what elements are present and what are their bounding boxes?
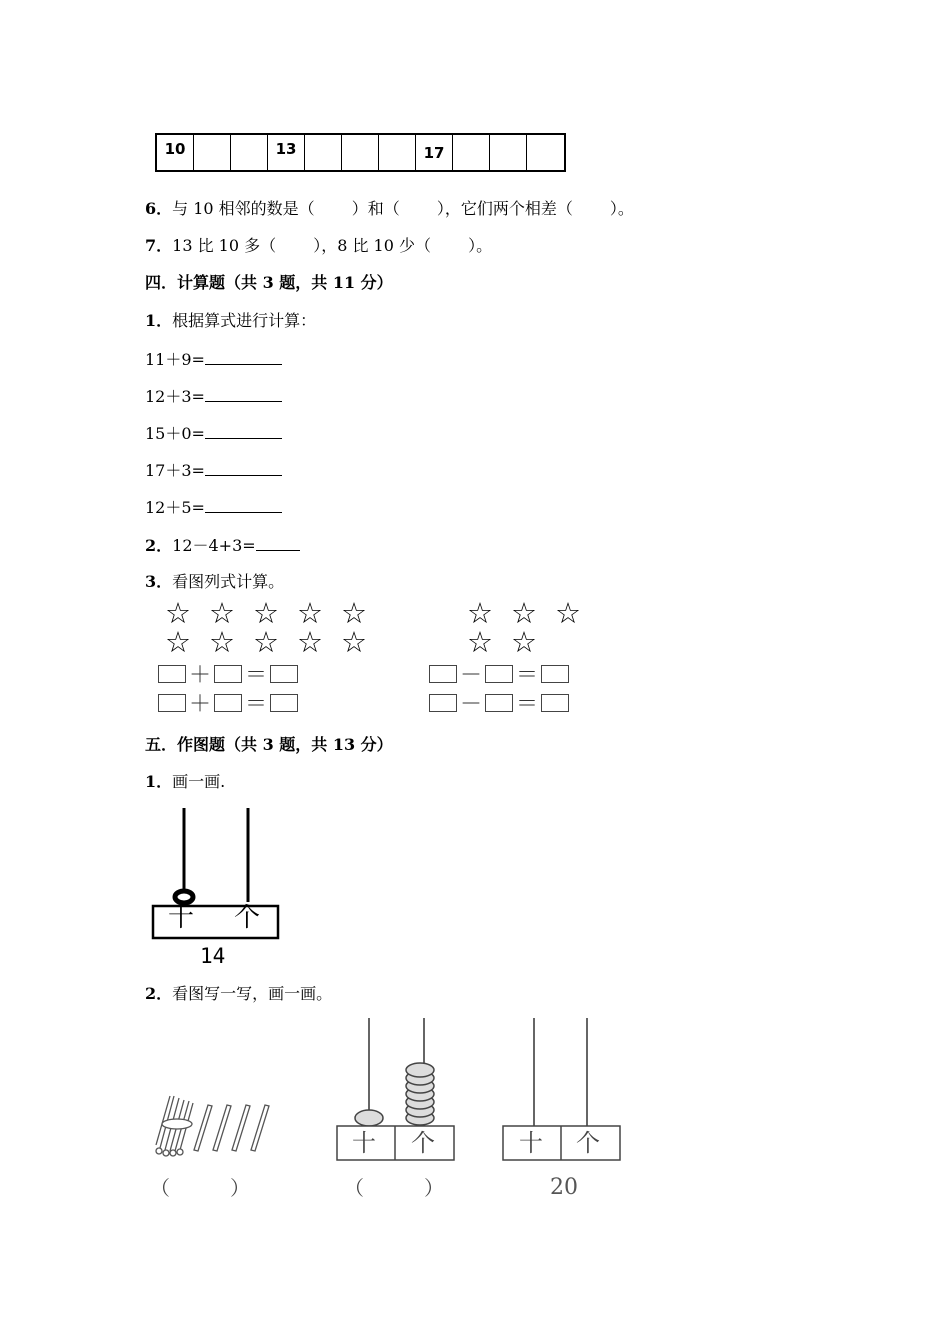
question-text: 看图写一写，画一画。 bbox=[172, 984, 333, 1003]
strip-cell bbox=[231, 135, 268, 170]
answer-box[interactable] bbox=[158, 665, 186, 683]
question-number: 7． bbox=[145, 236, 173, 255]
strip-cell: 17 bbox=[416, 135, 453, 170]
question-7 bbox=[145, 236, 492, 256]
question-number: 2． bbox=[145, 984, 173, 1003]
number-strip bbox=[155, 133, 566, 172]
tens-label: 十 bbox=[352, 1129, 376, 1157]
star-row: ☆☆☆☆☆ bbox=[165, 625, 385, 659]
star-row: ☆☆☆ bbox=[467, 596, 599, 630]
answer-box[interactable] bbox=[429, 694, 457, 712]
answer-box[interactable] bbox=[541, 665, 569, 683]
strip-cell bbox=[194, 135, 231, 170]
s4-question-1 bbox=[145, 311, 316, 331]
strip-cell bbox=[527, 135, 564, 170]
question-number: 6． bbox=[145, 199, 173, 218]
answer-blank[interactable] bbox=[205, 423, 282, 439]
answer-blank[interactable] bbox=[205, 386, 282, 402]
answer-blank[interactable] bbox=[205, 349, 282, 365]
s4-question-3 bbox=[145, 572, 284, 592]
question-text: 根据算式进行计算： bbox=[172, 311, 317, 330]
section-4-title: 四．计算题（共 3 题，共 11 分） bbox=[145, 273, 393, 292]
question-6 bbox=[145, 199, 634, 219]
s4-question-2 bbox=[145, 535, 300, 556]
box-equation bbox=[158, 687, 298, 718]
equation-line bbox=[145, 497, 282, 518]
star-row: ☆☆☆☆☆ bbox=[165, 596, 385, 630]
question-text: 12－4+3= bbox=[172, 536, 256, 555]
minus-sign: － bbox=[459, 692, 482, 717]
question-text: 画一画. bbox=[172, 772, 226, 791]
answer-box[interactable] bbox=[485, 694, 513, 712]
answer-box[interactable] bbox=[270, 665, 298, 683]
answer-box[interactable] bbox=[214, 694, 242, 712]
equation-line bbox=[145, 423, 282, 444]
abacus-value: 14 bbox=[200, 944, 226, 968]
equals-sign: ＝ bbox=[244, 663, 267, 688]
star-row: ☆☆ bbox=[467, 625, 555, 659]
equation-line bbox=[145, 460, 282, 481]
equation: 15＋0= bbox=[145, 424, 205, 443]
strip-cell bbox=[490, 135, 527, 170]
equation-line bbox=[145, 386, 282, 407]
section-5-title: 五．作图题（共 3 题，共 13 分） bbox=[145, 735, 393, 754]
ones-label: 个 bbox=[234, 903, 261, 933]
stick-bundle bbox=[156, 1096, 193, 1156]
equals-sign: ＝ bbox=[244, 692, 267, 717]
abacus-answer-blank[interactable]: （ ） bbox=[344, 1176, 444, 1200]
question-number: 3． bbox=[145, 572, 173, 591]
answer-box[interactable] bbox=[270, 694, 298, 712]
strip-cell bbox=[379, 135, 416, 170]
tens-label: 十 bbox=[168, 903, 195, 933]
s5-question-2 bbox=[145, 984, 332, 1004]
equals-sign: ＝ bbox=[515, 692, 538, 717]
strip-cell bbox=[453, 135, 490, 170]
bead bbox=[355, 1110, 383, 1126]
equation: 11＋9= bbox=[145, 350, 205, 369]
single-sticks bbox=[194, 1105, 269, 1151]
question-number: 1． bbox=[145, 772, 173, 791]
answer-blank[interactable] bbox=[205, 460, 282, 476]
box-equation bbox=[429, 658, 569, 689]
strip-cell bbox=[305, 135, 342, 170]
ones-label: 个 bbox=[411, 1129, 435, 1157]
plus-sign: ＋ bbox=[188, 663, 211, 688]
ones-label: 个 bbox=[576, 1129, 600, 1157]
strip-cell: 13 bbox=[268, 135, 305, 170]
strip-cell bbox=[342, 135, 379, 170]
plus-sign: ＋ bbox=[188, 692, 211, 717]
tens-label: 十 bbox=[519, 1129, 543, 1157]
sticks-figure bbox=[150, 1088, 275, 1163]
equation: 12＋3= bbox=[145, 387, 205, 406]
question-number: 1． bbox=[145, 311, 173, 330]
answer-box[interactable] bbox=[214, 665, 242, 683]
box-equation bbox=[158, 658, 298, 689]
equation-line bbox=[145, 349, 282, 370]
question-number: 2． bbox=[145, 536, 173, 555]
answer-box[interactable] bbox=[158, 694, 186, 712]
bead bbox=[175, 891, 193, 903]
strip-cell: 10 bbox=[157, 135, 194, 170]
answer-blank[interactable] bbox=[205, 497, 282, 513]
equals-sign: ＝ bbox=[515, 663, 538, 688]
answer-box[interactable] bbox=[429, 665, 457, 683]
answer-box[interactable] bbox=[541, 694, 569, 712]
answer-box[interactable] bbox=[485, 665, 513, 683]
sticks-answer-blank[interactable]: （ ） bbox=[150, 1176, 250, 1200]
equation: 17＋3= bbox=[145, 461, 205, 480]
s5-question-1 bbox=[145, 772, 225, 792]
bead-stack bbox=[406, 1063, 434, 1125]
equation: 12＋5= bbox=[145, 498, 205, 517]
question-text: 13 比 10 多（ ），8 比 10 少（ ）。 bbox=[172, 236, 493, 255]
answer-blank[interactable] bbox=[256, 535, 300, 551]
minus-sign: － bbox=[459, 663, 482, 688]
question-text: 与 10 相邻的数是（ ）和（ ），它们两个相差（ ）。 bbox=[172, 199, 634, 218]
abacus-20-figure bbox=[498, 1016, 628, 1166]
abacus-value: 20 bbox=[550, 1175, 578, 1200]
question-text: 看图列式计算。 bbox=[172, 572, 285, 591]
box-equation bbox=[429, 687, 569, 718]
